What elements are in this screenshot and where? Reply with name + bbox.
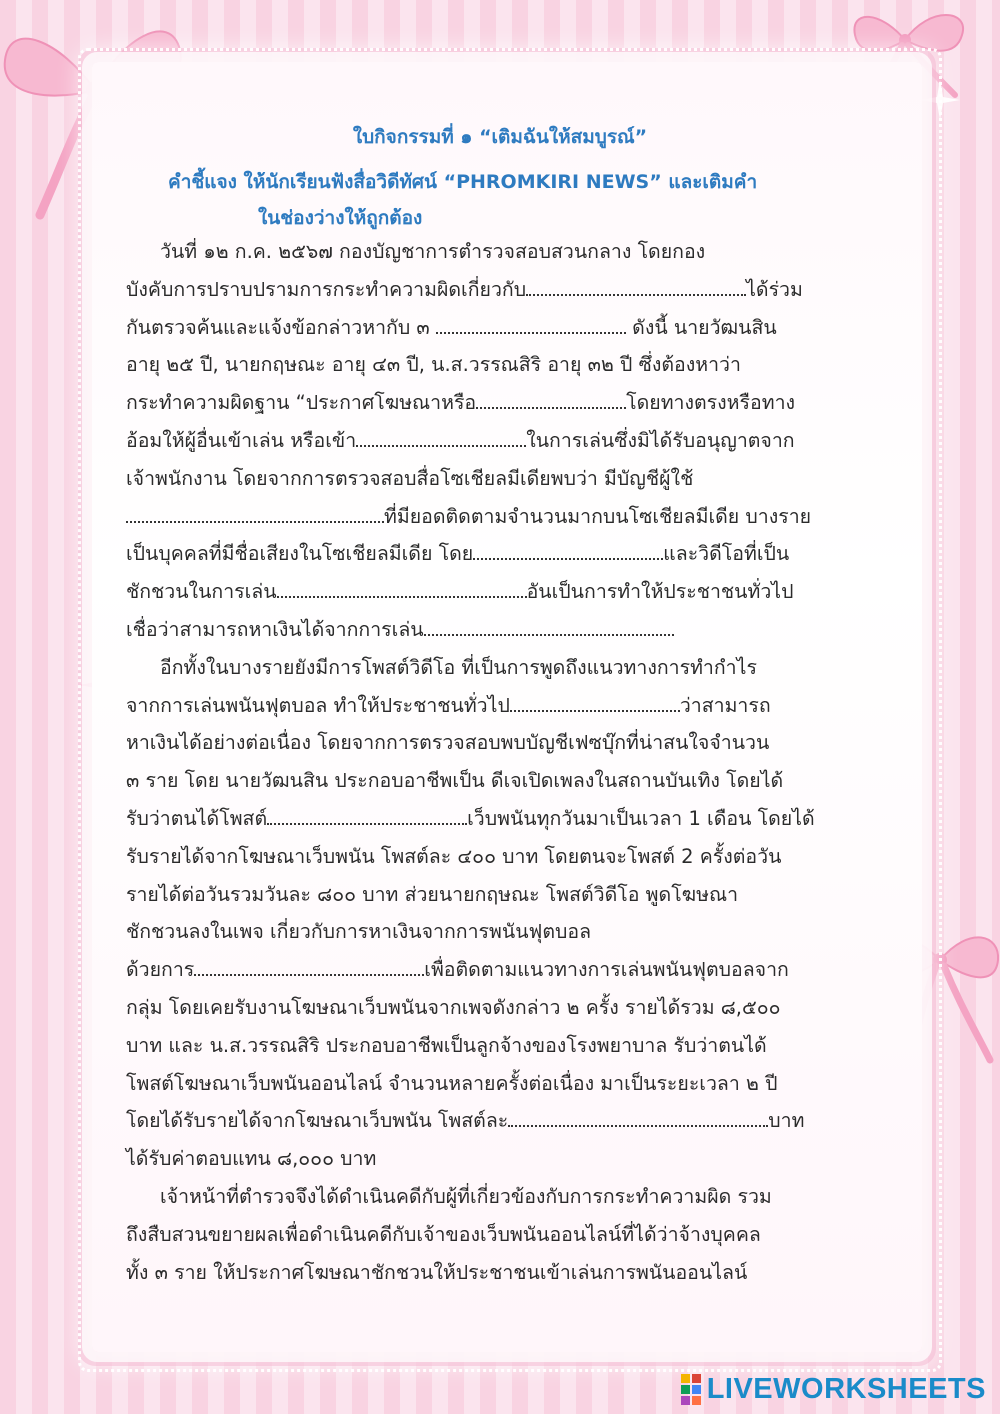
text-line — [126, 913, 886, 951]
line-text: อีกทั้งในบางรายยังมีการโพสต์วิดีโอ ที่เป็นการพูดถึงแนวทางการทำกำไร — [160, 655, 757, 679]
fill-in-blank[interactable] — [424, 612, 674, 636]
line-text: ได้รับค่าตอบแทน ๘,๐๐๐ บาท — [126, 1147, 377, 1171]
text-line — [126, 1178, 886, 1216]
fill-in-blank[interactable] — [126, 499, 384, 523]
fill-in-blank[interactable] — [194, 952, 424, 976]
line-text: โดยทางตรงหรือทาง — [626, 391, 796, 415]
line-text: หาเงินได้อย่างต่อเนื่อง โดยจากการตรวจสอบพบบัญชีเฟซบุ๊กที่น่าสนใจจำนวน — [126, 731, 770, 755]
line-text: รายได้ต่อวันรวมวันละ ๘๐๐ บาท ส่วยนายกฤษณะ โพสต์วิดีโอ พูดโฆษณา — [126, 882, 739, 906]
worksheet-title: ใบกิจกรรมที่ ๑ “เติมฉันให้สมบูรณ์” — [352, 126, 648, 148]
sparkle-top-right — [920, 80, 960, 120]
text-line — [126, 309, 886, 347]
fill-in-blank[interactable] — [508, 1103, 768, 1127]
liveworksheets-logo — [681, 1373, 986, 1406]
worksheet-body — [126, 233, 886, 1291]
line-text: ว่าสามารถ — [679, 693, 771, 717]
text-line — [126, 1140, 886, 1178]
line-text: เชื่อว่าสามารถหาเงินได้จากการเล่น — [126, 617, 424, 641]
liveworksheets-brand: LIVEWORKSHEETS — [706, 1373, 986, 1405]
line-text: ดังนี้ นายวัฒนสิน — [625, 315, 777, 339]
line-text: กระทำความผิดฐาน “ประกาศโฆษณาหรือ — [126, 391, 477, 415]
line-text: เว็บพนันทุกวันมาเป็นเวลา 1 เดือน โดยได้ — [467, 806, 815, 830]
line-text: ชักชวนลงในเพจ เกี่ยวกับการหาเงินจากการพนันฟุตบอล — [126, 920, 592, 944]
text-line — [126, 1254, 886, 1292]
line-text: บังคับการปราบปรามการกระทำความผิดเกี่ยวกับ — [126, 277, 527, 301]
text-line — [126, 1027, 886, 1065]
line-text: ถึงสืบสวนขยายผลเพื่อดำเนินคดีกับเจ้าของเว็บพนันออนไลน์ที่ได้ว่าจ้างบุคคล — [126, 1222, 761, 1246]
line-text: กลุ่ม โดยเคยรับงานโฆษณาเว็บพนันจากเพจดังกล่าว ๒ ครั้ง รายได้รวม ๘,๕๐๐ — [126, 995, 781, 1019]
line-text: เพื่อติดตามแนวทางการเล่นพนันฟุตบอลจาก — [424, 958, 789, 982]
line-text: เจ้าหน้าที่ตำรวจจึงได้ดำเนินคดีกับผู้ที่เกี่ยวข้องกับการกระทำความผิด รวม — [160, 1184, 772, 1208]
line-text: อ้อมให้ผู้อื่นเข้าเล่น หรือเข้า — [126, 428, 357, 452]
fill-in-blank[interactable] — [526, 272, 746, 296]
text-line — [126, 951, 886, 989]
text-line — [126, 876, 886, 914]
instruction-line-1: คำชี้แจง ให้นักเรียนฟังสื่อวิดีทัศน์ “PHROMKIRI NEWS” และเติมคำ — [168, 171, 758, 193]
line-text: ได้ร่วม — [746, 277, 803, 301]
text-line — [126, 498, 886, 536]
line-text: เป็นบุคคลที่มีชื่อเสียงในโซเชียลมีเดีย โดย — [126, 542, 474, 566]
text-line — [126, 989, 886, 1027]
text-line — [126, 384, 886, 422]
fill-in-blank[interactable] — [476, 385, 626, 409]
line-text: และวิดีโอที่เป็น — [663, 542, 790, 566]
text-line — [126, 838, 886, 876]
text-line — [126, 611, 886, 649]
line-text: อายุ ๒๕ ปี, นายกฤษณะ อายุ ๔๓ ปี, น.ส.วรรณสิริ อายุ ๓๒ ปี ซึ่งต้องหาว่า — [126, 353, 741, 377]
text-line — [126, 724, 886, 762]
text-line — [126, 1065, 886, 1103]
text-line — [126, 800, 886, 838]
line-text: โพสต์โฆษณาเว็บพนันออนไลน์ จำนวนหลายครั้งต่อเนื่อง มาเป็นระยะเวลา ๒ ปี — [126, 1071, 778, 1095]
text-line — [126, 346, 886, 384]
line-text: จากการเล่นพนันฟุตบอล ทำให้ประชาชนทั่วไป — [126, 693, 510, 717]
line-text: ชักชวนในการเล่น — [126, 580, 277, 604]
line-text: รับว่าตนได้โพสต์ — [126, 806, 268, 830]
line-text: ที่มียอดติดตามจำนวนมากบนโซเชียลมีเดีย บางราย — [384, 504, 812, 528]
line-text: ในการเล่นซึ่งมิได้รับอนุญาตจาก — [526, 428, 795, 452]
line-text: บาท — [768, 1109, 805, 1133]
text-line — [126, 762, 886, 800]
fill-in-blank[interactable] — [277, 574, 527, 598]
text-line — [126, 649, 886, 687]
line-text: รับรายได้จากโฆษณาเว็บพนัน โพสต์ละ ๔๐๐ บาท โดยตนจะโพสต์ 2 ครั้งต่อวัน — [126, 844, 782, 868]
line-text: ทั้ง ๓ ราย ให้ประกาศโฆษณาชักชวนให้ประชาชนเข้าเล่นการพนันออนไลน์ — [126, 1260, 748, 1284]
text-line — [126, 535, 886, 573]
fill-in-blank[interactable] — [267, 801, 467, 825]
fill-in-blank[interactable] — [356, 423, 526, 447]
line-text: เจ้าพนักงาน โดยจากการตรวจสอบสื่อโซเชียลมีเดียพบว่า มีบัญชีผู้ใช้ — [126, 466, 694, 490]
line-text: โดยได้รับรายได้จากโฆษณาเว็บพนัน โพสต์ละ — [126, 1109, 509, 1133]
line-text: อันเป็นการทำให้ประชาชนทั่วไป — [526, 580, 794, 604]
text-line — [126, 460, 886, 498]
fill-in-blank[interactable] — [473, 536, 663, 560]
line-text: กันตรวจค้นและแจ้งข้อกล่าวหากับ ๓ — [126, 315, 436, 339]
text-line — [126, 687, 886, 725]
text-line — [126, 1102, 886, 1140]
text-line — [126, 422, 886, 460]
fill-in-blank[interactable] — [436, 310, 626, 334]
instruction-line-2: ในช่องว่างให้ถูกต้อง — [258, 207, 423, 229]
text-line — [126, 573, 886, 611]
text-line — [126, 271, 886, 309]
fill-in-blank[interactable] — [510, 688, 680, 712]
text-line — [126, 1216, 886, 1254]
line-text: วันที่ ๑๒ ก.ค. ๒๕๖๗ กองบัญชาการตำรวจสอบสวนกลาง โดยกอง — [160, 240, 706, 263]
line-text: บาท และ น.ส.วรรณสิริ ประกอบอาชีพเป็นลูกจ้างของโรงพยาบาล รับว่าตนได้ — [126, 1033, 767, 1057]
text-line — [126, 233, 886, 271]
liveworksheets-icon — [681, 1374, 701, 1406]
line-text: ด้วยการ — [126, 958, 195, 982]
line-text: ๓ ราย โดย นายวัฒนสิน ประกอบอาชีพเป็น ดีเจเปิดเพลงในสถานบันเทิง โดยได้ — [126, 769, 784, 793]
